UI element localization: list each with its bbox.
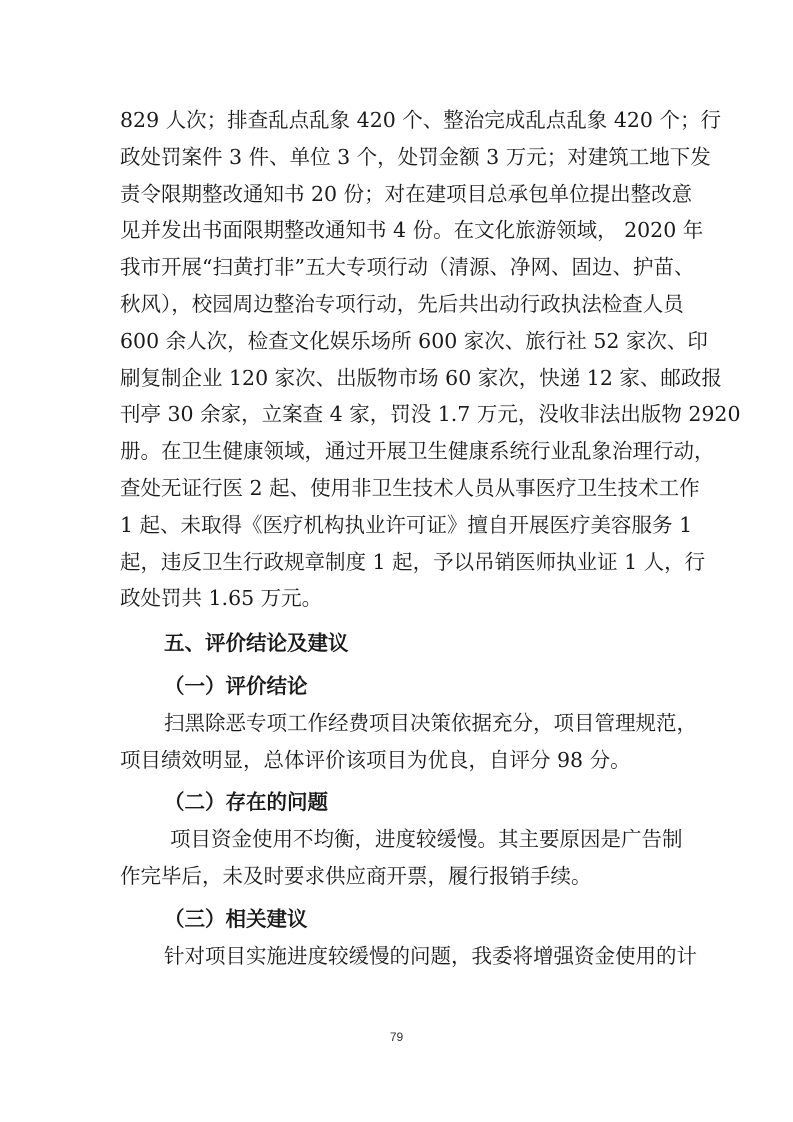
text-line: 1 起、未取得《医疗机构执业许可证》擅自开展医疗美容服务 1	[120, 512, 693, 537]
text-line: 责令限期整改通知书 20 份；对在建项目总承包单位提出整改意	[120, 181, 693, 206]
text-line: 我市开展“扫黄打非”五大专项行动（清源、净网、固边、护苗、	[120, 255, 695, 280]
text-line: 刷复制企业 120 家次、出版物市场 60 家次，快递 12 家、邮政报	[120, 365, 722, 390]
text-line: 秋风），校园周边整治专项行动，先后共出动行政执法检查人员	[120, 291, 684, 316]
text-line: 政处罚案件 3 件、单位 3 个，处罚金额 3 万元；对建筑工地下发	[120, 144, 711, 169]
paragraph-suggestions	[120, 938, 697, 975]
text-line: 册。在卫生健康领域，通过开展卫生健康系统行业乱象治理行动，	[120, 439, 715, 464]
subsection-heading-problems: （二）存在的问题	[164, 790, 328, 815]
text-line: 针对项目实施进度较缓慢的问题，我委将增强资金使用的计	[164, 943, 697, 968]
subsection-heading-conclusion: （一）评价结论	[164, 673, 308, 698]
text-line: 项目绩效明显，总体评价该项目为优良，自评分 98 分。	[120, 747, 631, 772]
text-line: 查处无证行医 2 起、使用非卫生技术人员从事医疗卫生技术工作	[120, 475, 700, 500]
text-line: 600 余人次，检查文化娱乐场所 600 家次、旅行社 52 家次、印	[120, 328, 708, 353]
document-body	[120, 102, 741, 974]
text-line: 起，违反卫生行政规章制度 1 起，予以吊销医师执业证 1 人，行	[120, 549, 706, 574]
text-line: 政处罚共 1.65 万元。	[120, 586, 323, 611]
text-line: 刊亭 30 余家，立案查 4 家，罚没 1.7 万元，没收非法出版物 2920	[120, 402, 741, 427]
paragraph-conclusion	[120, 705, 697, 779]
subsection-heading-suggestions: （三）相关建议	[164, 906, 308, 931]
text-line: 项目资金使用不均衡，进度较缓慢。其主要原因是广告制	[170, 827, 683, 852]
text-line: 829 人次；排查乱点乱象 420 个、整治完成乱点乱象 420 个；行	[120, 108, 721, 132]
text-line: 扫黑除恶专项工作经费项目决策依据充分，项目管理规范，	[164, 710, 697, 735]
paragraph-problems	[120, 821, 683, 895]
text-line: 见并发出书面限期整改通知书 4 份。在文化旅游领域， 2020 年	[120, 218, 704, 243]
paragraph-enforcement	[120, 102, 741, 617]
section-heading: 五、评价结论及建议	[164, 631, 349, 656]
text-line: 作完毕后，未及时要求供应商开票，履行报销手续。	[120, 863, 592, 888]
page-number: 79	[389, 1030, 404, 1044]
